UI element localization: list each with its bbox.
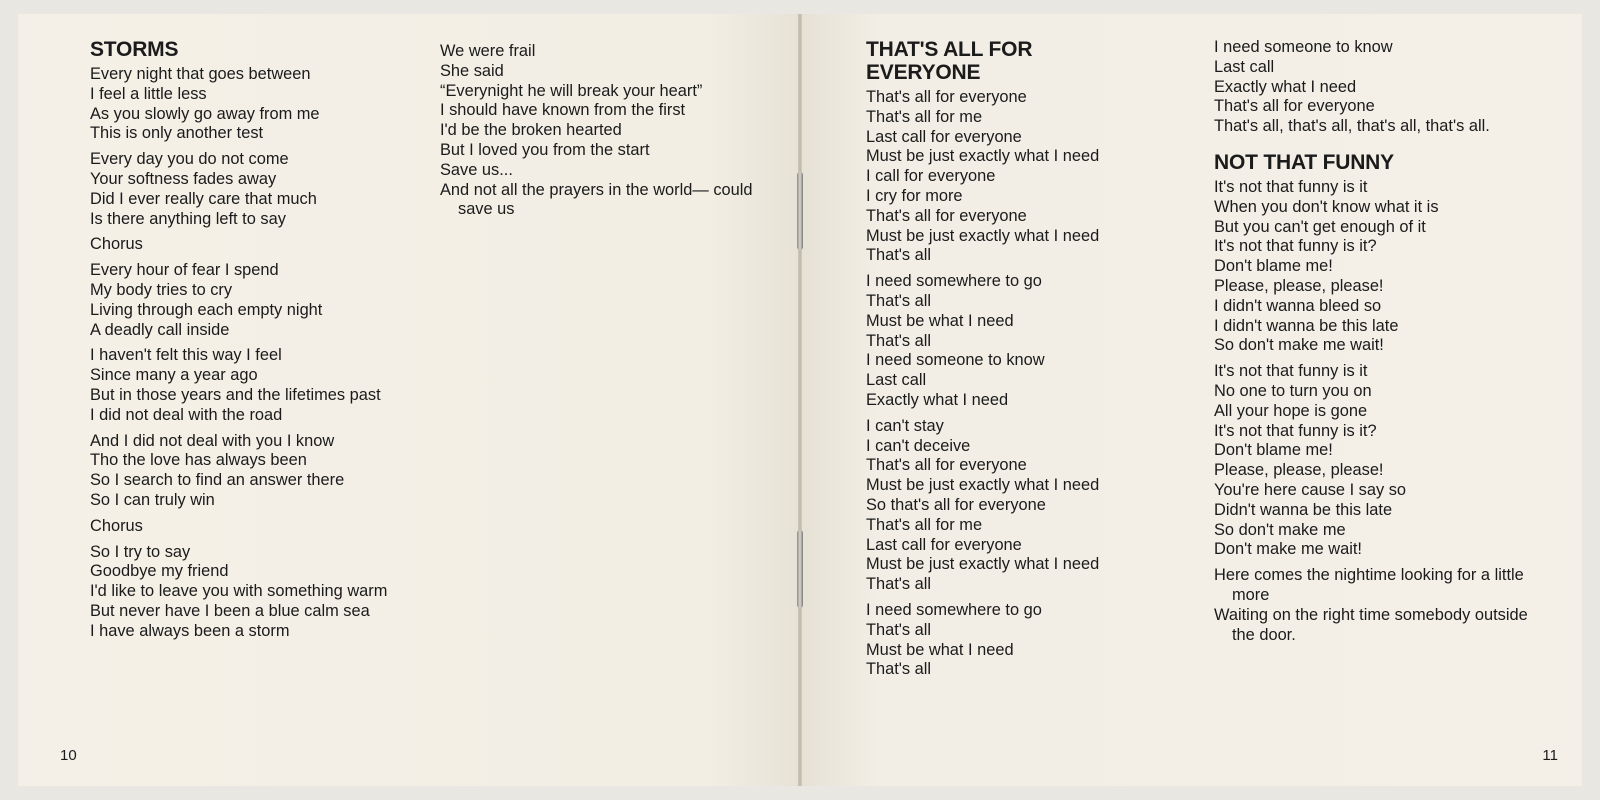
lyric-line: Last call for everyone — [866, 535, 1022, 554]
lyric-line: She said — [440, 61, 504, 80]
lyric-line: Since many a year ago — [90, 366, 258, 385]
lyric-line: No one to turn you on — [1214, 381, 1372, 400]
lyric-line: Must be just exactly what I need — [866, 147, 1100, 166]
lyric-stanza — [90, 235, 410, 255]
lyric-stanza — [866, 601, 1186, 680]
lyric-line: So I search to find an answer there — [90, 471, 345, 490]
lyric-stanza — [1214, 38, 1534, 137]
lyric-line: Please, please, please! — [1214, 276, 1384, 295]
lyric-line: Save us... — [440, 160, 513, 179]
lyric-line: I should have known from the first — [440, 101, 686, 120]
lyric-line: As you slowly go away from me — [90, 104, 320, 123]
lyric-stanza — [1214, 178, 1534, 356]
lyric-line: That's all, that's all, that's all, that's all. — [1214, 117, 1490, 136]
storms-lyrics-column — [90, 38, 410, 648]
lyric-line: Every day you do not come — [90, 150, 289, 169]
lyric-line: Living through each empty night — [90, 300, 323, 319]
lyric-line: And I did not deal with you I know — [90, 431, 335, 450]
lyric-line: I have always been a storm — [90, 621, 290, 640]
lyric-line: Your softness fades away — [90, 169, 277, 188]
lyric-line: I call for everyone — [866, 167, 996, 186]
lyric-line: So that's all for everyone — [866, 495, 1046, 514]
lyric-line: I need somewhere to go — [866, 600, 1042, 619]
lyric-stanza — [1214, 566, 1534, 645]
lyric-line: But in those years and the lifetimes past — [90, 385, 381, 404]
song-title-storms: STORMS — [90, 38, 179, 61]
lyric-line: Didn't wanna be this late — [1214, 500, 1393, 519]
storms-lyrics-continued-column — [440, 42, 760, 226]
lyric-line: That's all — [866, 291, 932, 310]
stanza-list — [1214, 38, 1534, 137]
lyric-line: Please, please, please! — [1214, 461, 1384, 480]
lyric-line: Here comes the nightime looking for a little more — [1214, 566, 1524, 604]
lyric-line: That's all — [866, 620, 932, 639]
song-title-not-that-funny: NOT THAT FUNNY — [1214, 150, 1394, 174]
lyric-line: You're here cause I say so — [1214, 480, 1407, 499]
staple-top — [797, 172, 803, 250]
lyric-line: I'd like to leave you with something warm — [90, 582, 388, 601]
lyric-line: I'd be the broken hearted — [440, 121, 622, 140]
lyric-line: That's all for everyone — [1214, 97, 1375, 116]
lyric-line: We were frail — [440, 42, 536, 60]
lyric-line: Last call — [866, 371, 927, 390]
stanza-list — [90, 65, 410, 642]
lyric-line: This is only another test — [90, 124, 264, 143]
lyric-line: When you don't know what it is — [1214, 197, 1439, 216]
lyric-line: Exactly what I need — [866, 390, 1009, 409]
page-number-right: 11 — [1542, 747, 1558, 764]
lyric-line: It's not that funny is it — [1214, 362, 1368, 381]
lyric-line: Every night that goes between — [90, 65, 311, 83]
not-that-funny-lyrics-column — [1214, 38, 1534, 651]
page-number-left: 10 — [60, 747, 77, 764]
lyric-line: And not all the prayers in the world— could save us — [440, 180, 753, 219]
lyric-stanza — [866, 272, 1186, 411]
lyric-line: So don't make me — [1214, 520, 1346, 539]
lyric-stanza — [440, 42, 760, 220]
lyric-stanza — [90, 432, 410, 511]
lyric-line: Tho the love has always been — [90, 451, 307, 470]
lyric-stanza — [90, 150, 410, 229]
lyric-line: I need somewhere to go — [866, 272, 1042, 291]
lyric-line: It's not that funny is it — [1214, 177, 1368, 196]
lyric-line: But I loved you from the start — [440, 140, 650, 159]
lyric-line: I feel a little less — [90, 84, 207, 103]
lyric-line: I can't deceive — [866, 436, 971, 455]
thats-all-for-everyone-lyrics-column — [866, 38, 1186, 686]
lyric-stanza — [90, 517, 410, 537]
lyric-line: That's all for everyone — [866, 206, 1027, 225]
lyric-line: I can't stay — [866, 416, 944, 435]
lyric-line: I need someone to know — [866, 351, 1045, 370]
lyric-line: Every hour of fear I spend — [90, 261, 279, 280]
lyric-line: That's all for me — [866, 515, 983, 534]
lyric-line: My body tries to cry — [90, 280, 233, 299]
lyric-stanza — [90, 543, 410, 642]
stanza-list — [866, 88, 1186, 680]
lyric-line: I didn't wanna be this late — [1214, 316, 1399, 335]
lyric-line: That's all — [866, 575, 932, 594]
lyric-line: Exactly what I need — [1214, 77, 1357, 96]
lyric-line: Goodbye my friend — [90, 562, 229, 581]
lyric-stanza — [90, 261, 410, 340]
lyric-line: Chorus — [90, 235, 143, 254]
lyric-line: I didn't wanna bleed so — [1214, 296, 1382, 315]
lyric-line: So don't make me wait! — [1214, 336, 1384, 355]
staple-bottom — [797, 530, 803, 608]
lyric-line: That's all — [866, 660, 932, 679]
lyric-line: Don't blame me! — [1214, 257, 1333, 276]
lyric-line: Waiting on the right time somebody outside the door. — [1214, 605, 1528, 644]
lyric-line: Last call — [1214, 57, 1275, 76]
lyric-line: I did not deal with the road — [90, 405, 283, 424]
song-title-thats-all-for-everyone: THAT'S ALL FOR EVERYONE — [866, 38, 1033, 84]
lyric-line: Did I ever really care that much — [90, 189, 317, 208]
lyric-line: Must be just exactly what I need — [866, 226, 1100, 245]
lyric-line: All your hope is gone — [1214, 401, 1368, 420]
lyric-stanza — [90, 346, 410, 425]
stanza-list — [440, 42, 760, 220]
lyric-line: It's not that funny is it? — [1214, 421, 1377, 440]
lyric-line: I need someone to know — [1214, 38, 1393, 56]
lyric-line: That's all for everyone — [866, 456, 1027, 475]
lyric-line: That's all — [866, 246, 932, 265]
lyric-line: Don't blame me! — [1214, 441, 1333, 460]
lyric-stanza — [866, 88, 1186, 266]
lyric-line: Must be just exactly what I need — [866, 555, 1100, 574]
lyric-stanza — [90, 65, 410, 144]
lyric-stanza — [1214, 362, 1534, 560]
stanza-list — [1214, 178, 1534, 645]
lyric-line: I cry for more — [866, 186, 963, 205]
lyric-line: That's all — [866, 331, 932, 350]
lyric-line: Must be what I need — [866, 311, 1014, 330]
lyric-line: That's all for everyone — [866, 88, 1027, 106]
booklet-spine — [798, 14, 802, 786]
lyric-line: Last call for everyone — [866, 127, 1022, 146]
lyric-line: A deadly call inside — [90, 320, 230, 339]
lyric-line: Chorus — [90, 516, 143, 535]
lyric-line: But never have I been a blue calm sea — [90, 601, 370, 620]
lyric-line: But you can't get enough of it — [1214, 217, 1426, 236]
lyric-line: Must be what I need — [866, 640, 1014, 659]
lyric-line: Is there anything left to say — [90, 209, 286, 228]
lyric-line: Don't make me wait! — [1214, 540, 1362, 559]
lyric-line: Must be just exactly what I need — [866, 476, 1100, 495]
lyric-line: “Everynight he will break your heart” — [440, 81, 703, 100]
lyric-line: I haven't felt this way I feel — [90, 346, 282, 365]
lyric-line: So I can truly win — [90, 490, 215, 509]
lyric-stanza — [866, 417, 1186, 595]
lyric-line: So I try to say — [90, 542, 191, 561]
lyric-line: That's all for me — [866, 107, 983, 126]
lyric-line: It's not that funny is it? — [1214, 237, 1377, 256]
